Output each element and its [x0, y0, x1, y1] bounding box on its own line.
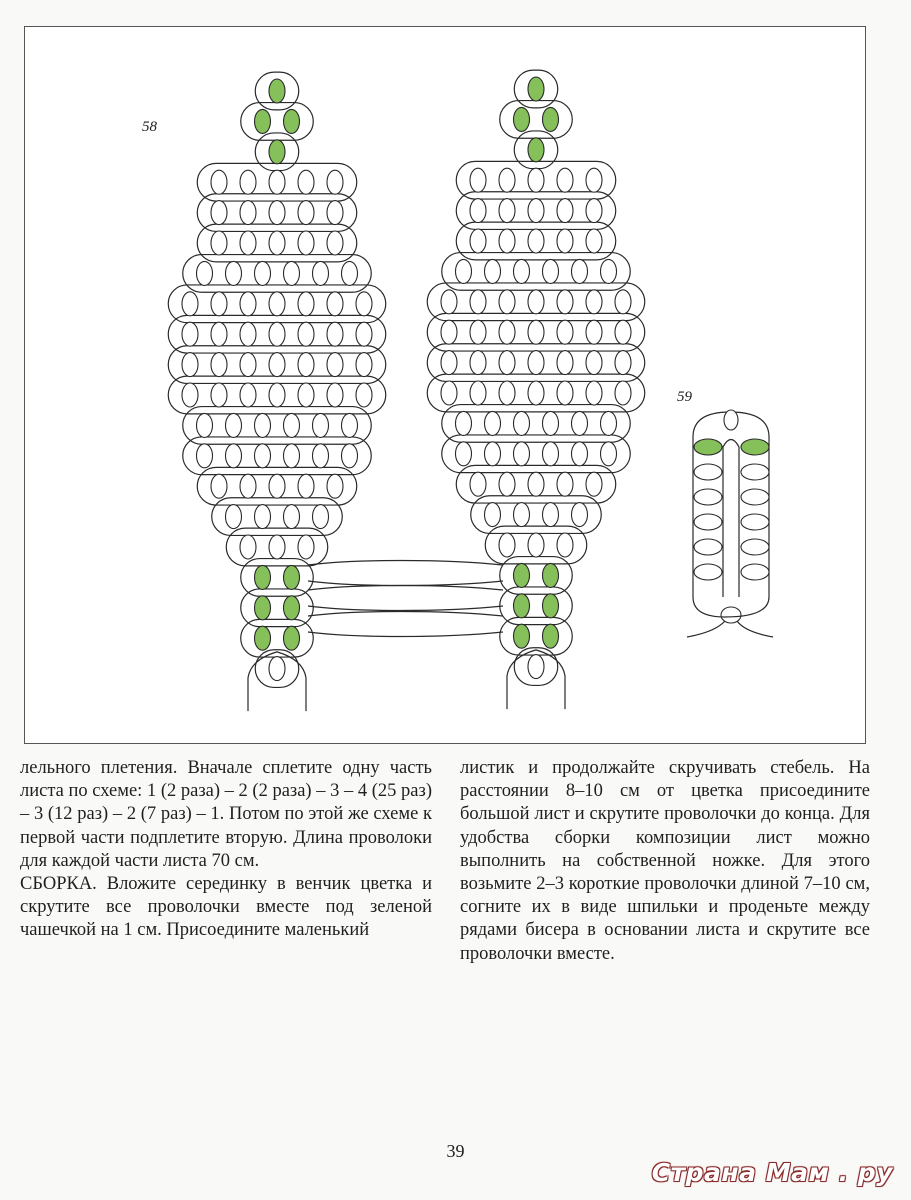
white-bead — [499, 199, 515, 223]
connecting-wire — [308, 606, 503, 611]
white-bead — [456, 259, 472, 283]
white-bead — [601, 259, 617, 283]
connecting-wire — [308, 612, 503, 617]
white-bead — [543, 259, 559, 283]
white-bead — [470, 320, 486, 344]
white-bead — [499, 472, 515, 496]
white-bead — [470, 199, 486, 223]
white-bead — [615, 290, 631, 314]
white-bead — [327, 170, 343, 194]
white-bead — [327, 353, 343, 377]
white-bead — [255, 444, 271, 468]
green-bead — [514, 594, 530, 618]
white-bead — [557, 320, 573, 344]
white-bead — [543, 411, 559, 435]
white-bead — [269, 353, 285, 377]
white-bead — [694, 464, 722, 480]
green-bead — [255, 596, 271, 620]
white-bead — [586, 320, 602, 344]
green-bead — [528, 138, 544, 162]
white-bead — [441, 290, 457, 314]
white-bead — [356, 292, 372, 316]
white-bead — [741, 564, 769, 580]
white-bead — [514, 442, 530, 466]
white-bead — [470, 290, 486, 314]
green-bead — [284, 626, 300, 650]
white-bead — [741, 464, 769, 480]
white-bead — [240, 201, 256, 225]
connecting-wire — [308, 632, 503, 637]
white-bead — [441, 381, 457, 405]
white-bead — [557, 533, 573, 557]
white-bead — [615, 351, 631, 375]
white-bead — [313, 413, 329, 437]
white-bead — [528, 381, 544, 405]
white-bead — [499, 320, 515, 344]
green-bead — [284, 596, 300, 620]
site-watermark: Страна Мам . ру — [651, 1158, 893, 1187]
white-bead — [615, 381, 631, 405]
white-bead — [601, 411, 617, 435]
white-bead — [240, 535, 256, 559]
green-bead — [269, 140, 285, 164]
figure-label-59: 59 — [677, 389, 692, 405]
white-bead — [240, 231, 256, 255]
white-bead — [586, 351, 602, 375]
white-bead — [211, 474, 227, 498]
wire-loop — [723, 440, 739, 598]
white-bead — [269, 383, 285, 407]
white-bead — [586, 199, 602, 223]
white-bead — [528, 472, 544, 496]
figure-label-58: 58 — [142, 119, 157, 135]
connecting-wire — [308, 561, 503, 566]
white-bead — [284, 444, 300, 468]
white-bead — [499, 351, 515, 375]
white-bead — [557, 168, 573, 192]
white-bead — [470, 381, 486, 405]
white-bead — [211, 353, 227, 377]
white-bead — [182, 353, 198, 377]
white-bead — [284, 505, 300, 529]
white-bead — [342, 261, 358, 285]
white-bead — [298, 201, 314, 225]
connecting-wire — [308, 586, 503, 591]
white-bead — [724, 410, 738, 430]
white-bead — [356, 353, 372, 377]
white-bead — [255, 413, 271, 437]
white-bead — [211, 383, 227, 407]
white-bead — [298, 383, 314, 407]
white-bead — [528, 168, 544, 192]
white-bead — [211, 201, 227, 225]
white-bead — [514, 503, 530, 527]
green-bead — [284, 109, 300, 133]
white-bead — [240, 292, 256, 316]
white-bead — [313, 505, 329, 529]
wire-loop — [241, 103, 314, 141]
white-bead — [284, 261, 300, 285]
white-bead — [298, 535, 314, 559]
green-bead — [255, 626, 271, 650]
white-bead — [269, 535, 285, 559]
white-bead — [211, 170, 227, 194]
white-bead — [499, 229, 515, 253]
white-bead — [269, 657, 285, 681]
white-bead — [557, 472, 573, 496]
green-bead — [543, 594, 559, 618]
green-bead — [694, 439, 722, 455]
white-bead — [572, 411, 588, 435]
white-bead — [226, 444, 242, 468]
white-bead — [741, 514, 769, 530]
white-bead — [197, 444, 213, 468]
white-bead — [269, 474, 285, 498]
white-bead — [485, 442, 501, 466]
white-bead — [342, 444, 358, 468]
white-bead — [298, 474, 314, 498]
white-bead — [240, 322, 256, 346]
white-bead — [298, 231, 314, 255]
white-bead — [572, 259, 588, 283]
white-bead — [441, 320, 457, 344]
white-bead — [313, 261, 329, 285]
page-number: 39 — [446, 1141, 465, 1161]
white-bead — [356, 383, 372, 407]
white-bead — [456, 442, 472, 466]
white-bead — [211, 322, 227, 346]
white-bead — [557, 381, 573, 405]
white-bead — [528, 320, 544, 344]
text-column-left — [20, 757, 432, 943]
white-bead — [269, 292, 285, 316]
white-bead — [470, 351, 486, 375]
green-bead — [514, 107, 530, 131]
white-bead — [197, 261, 213, 285]
connecting-wires — [308, 561, 503, 637]
white-bead — [470, 472, 486, 496]
white-bead — [557, 351, 573, 375]
white-bead — [543, 503, 559, 527]
white-bead — [528, 351, 544, 375]
white-bead — [586, 229, 602, 253]
white-bead — [255, 261, 271, 285]
paragraph: СБОРКА. Вложите серединку в венчик цветка и скрутите все проволочки вместе под зеленой чашечкой на 1 см. Присоедините маленький — [20, 874, 432, 941]
white-bead — [514, 411, 530, 435]
white-bead — [586, 290, 602, 314]
white-bead — [557, 229, 573, 253]
white-bead — [356, 322, 372, 346]
white-bead — [327, 201, 343, 225]
white-bead — [182, 383, 198, 407]
white-bead — [694, 539, 722, 555]
white-bead — [528, 533, 544, 557]
white-bead — [298, 292, 314, 316]
connecting-wire — [308, 581, 503, 586]
white-bead — [269, 231, 285, 255]
white-bead — [269, 170, 285, 194]
wire-twist — [721, 607, 741, 623]
white-bead — [485, 503, 501, 527]
green-bead — [269, 79, 285, 103]
white-bead — [197, 413, 213, 437]
white-bead — [528, 290, 544, 314]
white-bead — [485, 259, 501, 283]
white-bead — [298, 353, 314, 377]
green-bead — [514, 624, 530, 648]
white-bead — [694, 489, 722, 505]
white-bead — [572, 442, 588, 466]
white-bead — [499, 290, 515, 314]
white-bead — [211, 231, 227, 255]
wire-loop — [500, 101, 573, 139]
white-bead — [327, 474, 343, 498]
white-bead — [499, 168, 515, 192]
white-bead — [615, 320, 631, 344]
white-bead — [601, 442, 617, 466]
white-bead — [528, 229, 544, 253]
green-bead — [543, 624, 559, 648]
white-bead — [298, 322, 314, 346]
white-bead — [226, 413, 242, 437]
white-bead — [586, 168, 602, 192]
white-bead — [327, 322, 343, 346]
white-bead — [543, 442, 559, 466]
paragraph: листик и продолжайте скручивать стебель. На расстоянии 8–10 см от цветка присоедините большой лист и скрутите проволочки до конца. Для удобства сборки композиции лист можно выполнить на собственной ножке. Для этого возьмите 2–3 короткие проволочки длиной 7–10 см, согните их в виде шпильки и проденьте между рядами бисера в основании листа и скрутите все проволочки вместе. — [460, 758, 870, 964]
white-bead — [240, 383, 256, 407]
white-bead — [298, 170, 314, 194]
white-bead — [211, 292, 227, 316]
white-bead — [327, 292, 343, 316]
text-column-right — [460, 757, 870, 966]
white-bead — [342, 413, 358, 437]
white-bead — [255, 505, 271, 529]
white-bead — [514, 259, 530, 283]
green-bead — [284, 565, 300, 589]
white-bead — [528, 655, 544, 679]
white-bead — [499, 533, 515, 557]
white-bead — [240, 353, 256, 377]
leaf-diagram-59 — [687, 410, 773, 637]
white-bead — [694, 564, 722, 580]
white-bead — [327, 231, 343, 255]
white-bead — [226, 505, 242, 529]
white-bead — [240, 170, 256, 194]
white-bead — [284, 413, 300, 437]
white-bead — [182, 292, 198, 316]
white-bead — [694, 514, 722, 530]
white-bead — [557, 290, 573, 314]
white-bead — [269, 322, 285, 346]
white-bead — [470, 229, 486, 253]
white-bead — [741, 489, 769, 505]
green-bead — [543, 107, 559, 131]
white-bead — [586, 381, 602, 405]
green-bead — [543, 563, 559, 587]
green-bead — [514, 563, 530, 587]
white-bead — [485, 411, 501, 435]
white-bead — [327, 383, 343, 407]
white-bead — [557, 199, 573, 223]
green-bead — [255, 565, 271, 589]
white-bead — [240, 474, 256, 498]
figure-frame — [24, 26, 866, 744]
leaf-diagram-58-part-1 — [168, 72, 386, 711]
white-bead — [226, 261, 242, 285]
white-bead — [441, 351, 457, 375]
white-bead — [499, 381, 515, 405]
green-bead — [528, 77, 544, 101]
white-bead — [741, 539, 769, 555]
white-bead — [572, 503, 588, 527]
white-bead — [456, 411, 472, 435]
white-bead — [470, 168, 486, 192]
green-bead — [255, 109, 271, 133]
white-bead — [528, 199, 544, 223]
green-bead — [741, 439, 769, 455]
paragraph: лельного плетения. Вначале сплетите одну часть листа по схеме: 1 (2 раза) – 2 (2 раза) – 3 – 4 (25 раз) – 3 (12 раз) – 2 (7 раз) – 1. Потом по этой же схеме к первой части подплетите вторую. Длина проволоки для каждой части листа 70 см. — [20, 758, 432, 871]
white-bead — [586, 472, 602, 496]
white-bead — [269, 201, 285, 225]
white-bead — [313, 444, 329, 468]
white-bead — [182, 322, 198, 346]
